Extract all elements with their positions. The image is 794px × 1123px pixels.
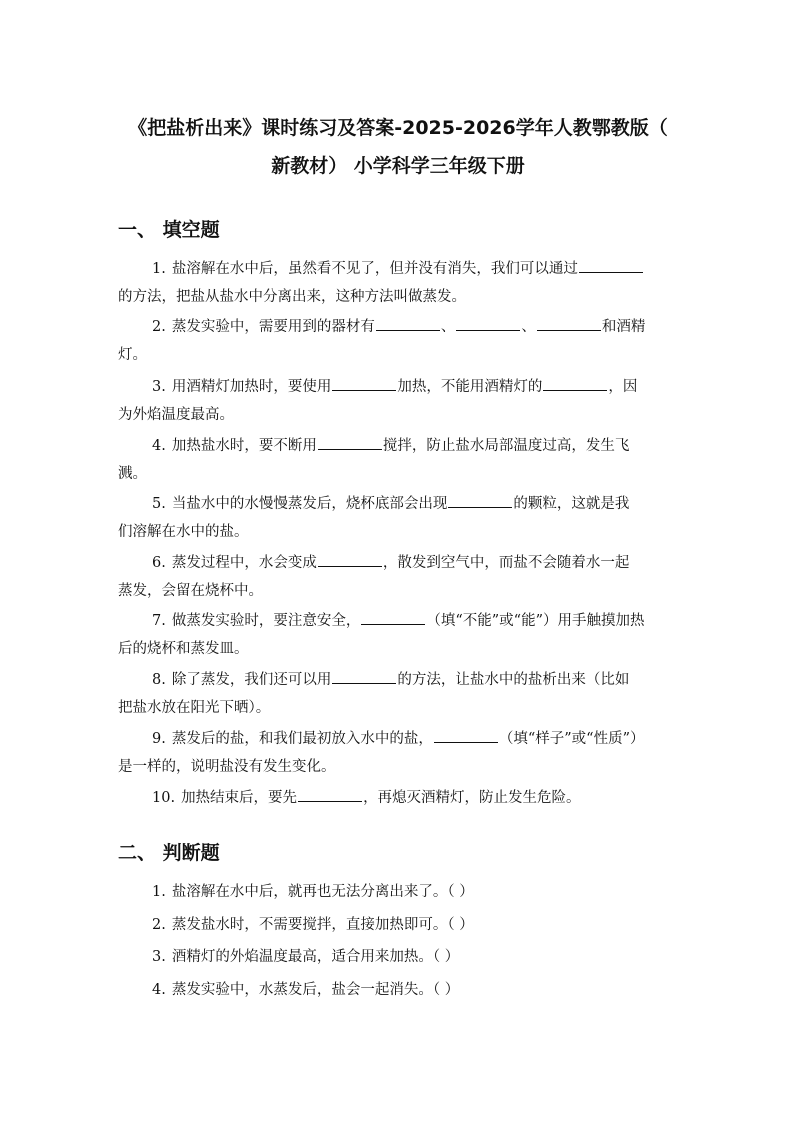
fill-question-9 [118, 725, 676, 781]
answer-blank[interactable] [332, 374, 396, 391]
question-text: 的方法，把盐从盐水中分离出来，这种方法叫做蒸发。 [118, 289, 466, 305]
question-text: 后的烧杯和蒸发皿。 [118, 641, 249, 657]
question-text: （填“样子”或“性质”） [498, 731, 645, 747]
answer-blank[interactable] [332, 667, 396, 684]
answer-blank[interactable] [434, 726, 498, 743]
question-text: 蒸发，会留在烧杯中。 [118, 583, 263, 599]
question-number: 2. [152, 917, 166, 933]
question-text: 和酒精 [601, 319, 646, 335]
document-title-line-2: 新教材） 小学科学三年级下册 [271, 155, 525, 177]
question-text: 是一样的，说明盐没有发生变化。 [118, 759, 336, 775]
question-number: 1. [152, 261, 166, 277]
true-false-question-2 [152, 911, 474, 939]
question-number: 6. [152, 555, 166, 571]
fill-question-5 [118, 490, 676, 546]
question-number: 9. [152, 731, 166, 747]
section-heading-true-false: 二、 判断题 [118, 842, 220, 864]
answer-blank[interactable] [456, 314, 520, 331]
question-text: 蒸发后的盐，和我们最初放入水中的盐， [171, 731, 433, 747]
question-text: 溅。 [118, 466, 147, 482]
fill-question-10 [118, 784, 676, 812]
question-text: 盐溶解在水中后，就再也无法分离出来了。（ ） [171, 884, 474, 900]
question-text: 、 [440, 319, 456, 335]
question-text: 为外焰温度最高。 [118, 407, 234, 423]
fill-question-2 [118, 313, 676, 369]
question-text: 、 [521, 319, 536, 335]
question-number: 4. [152, 438, 166, 454]
question-number: 4. [152, 982, 166, 998]
fill-question-6 [118, 549, 676, 605]
question-text: 用酒精灯加热时，要使用 [171, 379, 332, 395]
question-text: 把盐水放在阳光下晒）。 [118, 700, 271, 716]
true-false-question-1 [152, 878, 474, 906]
question-text: ，散发到空气中，而盐不会随着水一起 [382, 555, 630, 571]
question-number: 3. [152, 949, 166, 965]
question-text: 灯。 [118, 347, 147, 363]
question-text: 加热，不能用酒精灯的 [397, 379, 543, 395]
question-text: 蒸发实验中，水蒸发后，盐会一起消失。（ ） [171, 982, 460, 998]
fill-question-3 [118, 373, 676, 429]
answer-blank[interactable] [376, 314, 440, 331]
document-title-line-1: 《把盐析出来》课时练习及答案-2025-2026学年人教鄂教版（ [128, 117, 668, 139]
question-text: 当盐水中的水慢慢蒸发后，烧杯底部会出现 [171, 496, 448, 512]
question-text: 除了蒸发，我们还可以用 [171, 672, 332, 688]
question-text: （填“不能”或“能”）用手触摸加热 [426, 613, 645, 629]
question-text: 搅拌，防止盐水局部温度过高，发生飞 [382, 438, 630, 454]
fill-question-1 [118, 255, 676, 311]
question-number: 5. [152, 496, 166, 512]
true-false-question-3 [152, 943, 459, 971]
question-text: ，因 [608, 379, 638, 395]
question-text: 的方法，让盐水中的盐析出来（比如 [397, 672, 630, 688]
answer-blank[interactable] [579, 256, 643, 273]
question-text: 盐溶解在水中后，虽然看不见了，但并没有消失，我们可以通过 [171, 261, 578, 277]
question-text: ，再熄灭酒精灯，防止发生危险。 [363, 790, 581, 806]
answer-blank[interactable] [318, 550, 382, 567]
answer-blank[interactable] [318, 433, 382, 450]
question-number: 7. [152, 613, 166, 629]
answer-blank[interactable] [361, 608, 425, 625]
fill-question-8 [118, 666, 676, 722]
question-text: 蒸发过程中，水会变成 [171, 555, 317, 571]
question-text: 加热盐水时，要不断用 [171, 438, 317, 454]
answer-blank[interactable] [448, 491, 512, 508]
answer-blank[interactable] [543, 374, 607, 391]
section-heading-fill-in: 一、 填空题 [118, 219, 220, 241]
question-text: 的颗粒，这就是我 [513, 496, 630, 512]
question-text: 做蒸发实验时，要注意安全， [171, 613, 361, 629]
question-text: 们溶解在水中的盐。 [118, 524, 249, 540]
fill-question-7 [118, 607, 676, 663]
question-number: 8. [152, 672, 166, 688]
question-number: 3. [152, 379, 166, 395]
answer-blank[interactable] [298, 785, 362, 802]
question-text: 蒸发实验中，需要用到的器材有 [171, 319, 375, 335]
answer-blank[interactable] [537, 314, 601, 331]
question-number: 2. [152, 319, 166, 335]
question-number: 1. [152, 884, 166, 900]
question-text: 蒸发盐水时，不需要搅拌，直接加热即可。（ ） [171, 917, 474, 933]
question-number: 10. [152, 790, 176, 806]
fill-question-4 [118, 432, 676, 488]
question-text: 酒精灯的外焰温度最高，适合用来加热。（ ） [171, 949, 460, 965]
true-false-question-4 [152, 976, 459, 1004]
question-text: 加热结束后，要先 [181, 790, 298, 806]
